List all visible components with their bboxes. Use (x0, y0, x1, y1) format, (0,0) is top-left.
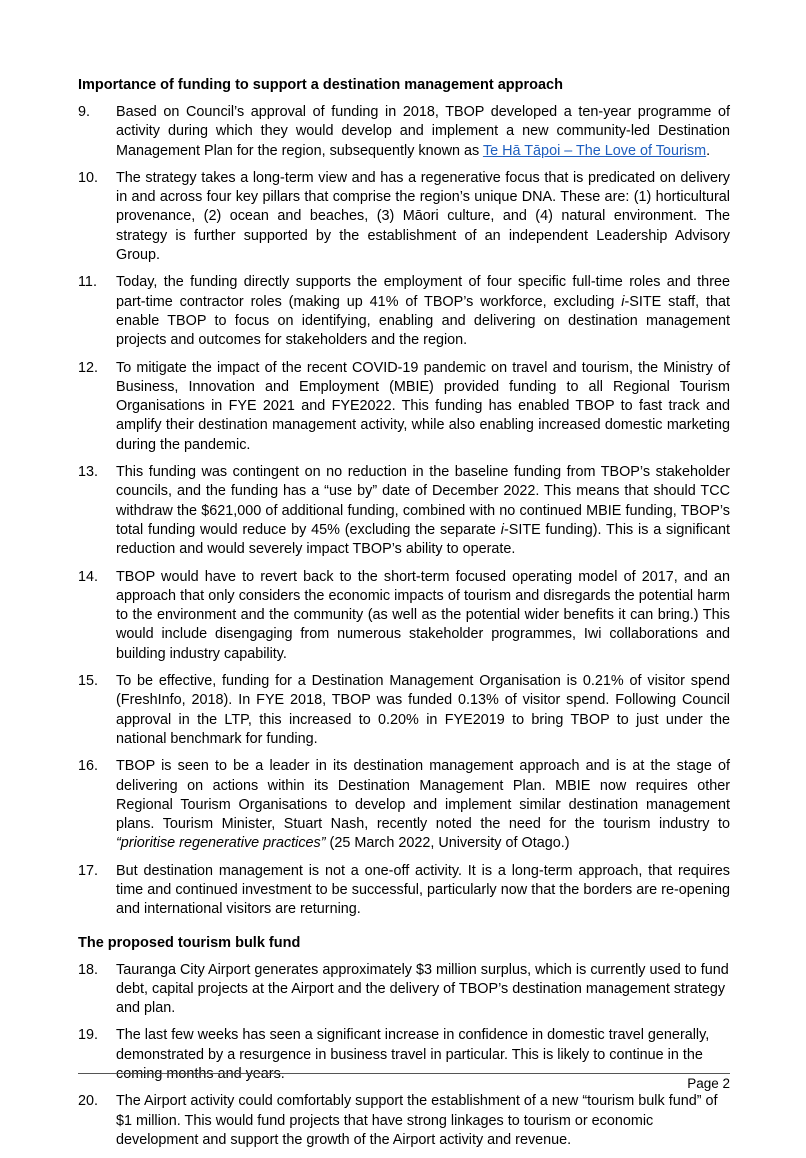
quote-italic: “prioritise regenerative practices” (116, 835, 326, 852)
paragraph-17 (78, 862, 730, 920)
paragraph-text: TBOP would have to revert back to the short-term focused operating model of 2017, and an approach that only considers the economic impacts of tourism and disregards the potential harm to the environment and the community (as well as the potential wider benefits it can bring.) This would include disengaging from numerous stakeholder programmes, Iwi collaborations and building industry capability. (116, 568, 730, 662)
paragraph-text: Based on Council’s approval of funding in 2018, TBOP developed a ten-year programme of activity during which they would develop and implement a new community-led Destination Management Plan for the region, subsequently known as (116, 104, 730, 159)
section-heading-bulk-fund: The proposed tourism bulk fund (78, 934, 301, 951)
paragraph-text-end: . (706, 142, 711, 159)
paragraph-number: 14. (78, 568, 99, 585)
paragraph-15 (78, 672, 730, 749)
paragraph-10 (78, 169, 730, 265)
paragraph-9 (78, 103, 730, 161)
paragraph-number: 18. (78, 961, 99, 978)
paragraph-16 (78, 757, 730, 853)
italic-i: i (621, 293, 625, 310)
paragraph-text: The last few weeks has seen a significant increase in confidence in domestic travel generally, demonstrated by a resurgence in business travel in particular. This is likely to continue in the coming months and years. (116, 1027, 710, 1083)
paragraph-text: The strategy takes a long-term view and has a regenerative focus that is predicated on delivery in and across four key pillars that comprise the region’s unique DNA. These are: (1) horticultural provenance, (2) ocean and beaches, (3) Māori culture, and (4) natural environment. The strategy is further supported by the establishment of an independent Leadership Advisory Group. (116, 169, 730, 264)
paragraph-number: 17. (78, 862, 99, 879)
paragraph-number: 16. (78, 758, 99, 775)
paragraph-text: But destination management is not a one-off activity. It is a long-term approach, that requires time and continued investment to be successful, particularly now that the borders are re-opening and international visitors are returning. (116, 862, 730, 918)
italic-i: i (500, 521, 504, 538)
paragraph-text-end: (25 March 2022, University of Otago.) (325, 835, 570, 852)
section-heading-funding-importance: Importance of funding to support a destination management approach (78, 77, 563, 93)
paragraph-text-end: -SITE staff, that enable TBOP to focus on identifying, enabling and delivering on destination management projects and outcomes for stakeholders and the region. (116, 293, 730, 349)
paragraph-text-end: -SITE funding). This is a significant reduction and would severely impact TBOP’s ability to operate. (116, 521, 730, 558)
paragraph-text: Tauranga City Airport generates approximately $3 million surplus, which is currently used to fund debt, capital projects at the Airport and the delivery of TBOP’s destination management strategy and plan. (116, 961, 729, 1017)
paragraph-number: 20. (78, 1093, 99, 1110)
paragraph-number: 19. (78, 1027, 99, 1044)
paragraph-14 (78, 568, 730, 664)
paragraph-number: 13. (78, 464, 99, 481)
paragraph-19 (78, 1026, 730, 1084)
paragraph-text: Today, the funding directly supports the employment of four specific full-time roles and three part-time contractor roles (making up 41% of TBOP’s workforce, excluding (116, 274, 730, 310)
paragraph-number: 12. (78, 359, 99, 376)
paragraph-text: To mitigate the impact of the recent COVID-19 pandemic on travel and tourism, the Ministry of Business, Innovation and Employment (MBIE) provided funding to all Regional Tourism Organisations in FYE 2021 and FYE2022. This funding has enabled TBOP to fast track and amplify their destination management activity, while also enabling increased domestic marketing during the pandemic. (116, 359, 730, 453)
paragraph-text: The Airport activity could comfortably support the establishment of a new “tourism bulk fund” of $1 million. This would fund projects that have strong linkages to tourism or economic development and support the growth of the Airport activity and revenue. (116, 1093, 718, 1148)
paragraph-text: To be effective, funding for a Destination Management Organisation is 0.21% of visitor spend (FreshInfo, 2018). In FYE 2018, TBOP was funded 0.13% of visitor spend. Following Council approval in the LTP, this increased to 0.20% in FYE2019 to bring TBOP to just under the national benchmark for funding. (116, 673, 730, 747)
te-ha-tapoi-link[interactable]: Te Hā Tāpoi – The Love of Tourism (482, 142, 707, 159)
paragraph-number: 10. (78, 169, 99, 186)
page-body (78, 76, 730, 1158)
paragraph-text: This funding was contingent on no reduction in the baseline funding from TBOP’s stakeholder councils, and the funding has a “use by” date of December 2022. This means that should TCC withdraw the $621,000 of additional funding, combined with no continued MBIE funding, TBOP’s total funding would reduce by 45% (excluding the separate (116, 464, 730, 538)
paragraph-number: 11. (78, 274, 97, 291)
paragraph-13 (78, 463, 730, 559)
page-number: Page 2 (687, 1076, 730, 1091)
paragraph-18 (78, 961, 730, 1019)
paragraph-number: 9. (78, 104, 91, 120)
paragraph-12 (78, 359, 730, 455)
paragraph-20 (78, 1092, 730, 1150)
paragraph-11 (78, 273, 730, 350)
footer-divider (78, 1073, 730, 1074)
paragraph-number: 15. (78, 673, 99, 690)
paragraph-text: TBOP is seen to be a leader in its destination management approach and is at the stage of delivering on actions within its Destination Management Plan. MBIE now requires other Regional Tourism Organisations to develop and implement similar destination management plans. Tourism Minister, Stuart Nash, recently noted the need for the tourism industry to (116, 758, 730, 833)
